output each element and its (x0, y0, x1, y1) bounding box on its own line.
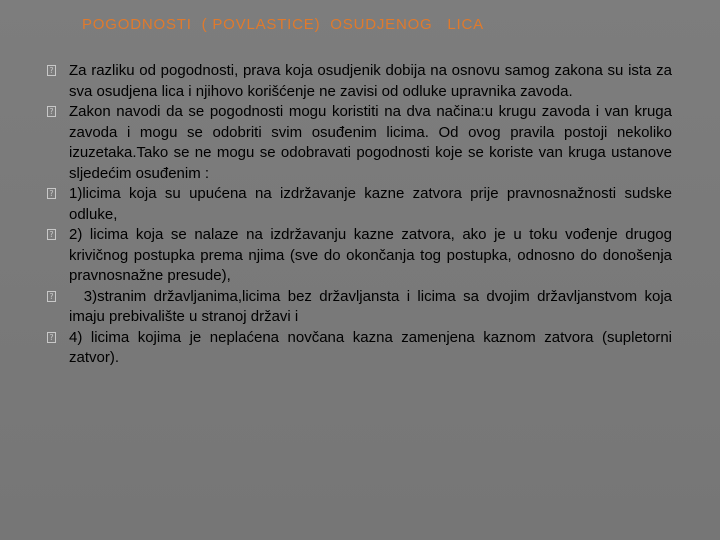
list-item-text: 2) licima koja se nalaze na izdržavanju kazne zatvora, ako je u toku vođenje drugog krivičnog postupka prema njima (sve do okončanja tog postupka, odnosno do donošenja pravnosnažne presude), (69, 226, 672, 284)
list-item-text: 3)stranim državljanima,licima bez državljansta i licima sa dvojim državljanstvom koja imaju prebivalište u stranoj državi i (69, 287, 677, 325)
missing-glyph-box-icon: ? (47, 332, 56, 343)
bullet-list (49, 61, 677, 369)
list-item-text: Zakon navodi da se pogodnosti mogu koristiti na dva načina:u krugu zavoda i van kruga zavoda i mogu se odobriti svim osuđenim licima. Od ovog pravila postoji nekoliko izuzetaka.Tako se ne mogu se odobravati pogodnosti koje se koriste van kruga ustanove sljedećim osuđenim : (69, 103, 672, 182)
list-item (49, 287, 677, 328)
list-item-text: 4) licima kojima je neplaćena novčana kazna zamenjena kaznom zatvora (supletorni zatvor). (69, 328, 672, 366)
missing-glyph-box-icon: ? (47, 291, 56, 302)
list-item (49, 184, 672, 225)
list-item (49, 102, 672, 184)
list-item (49, 61, 672, 102)
slide-title: POGODNOSTI ( POVLASTICE) OSUDJENOG LICA (82, 16, 484, 33)
list-item-text: 1)licima koja su upućena na izdržavanje kazne zatvora prije pravnosnažnosti sudske odluke, (69, 185, 672, 223)
missing-glyph-box-icon: ? (47, 188, 56, 199)
list-item-text: Za razliku od pogodnosti, prava koja osudjenik dobija na osnovu samog zakona su ista za sva osudjena lica i njihovo korišćenje ne zavisi od odluke upravnika zavoda. (69, 62, 672, 100)
list-item (49, 225, 672, 287)
missing-glyph-box-icon: ? (47, 106, 56, 117)
missing-glyph-box-icon: ? (47, 229, 56, 240)
list-item (49, 328, 672, 369)
missing-glyph-box-icon: ? (47, 65, 56, 76)
